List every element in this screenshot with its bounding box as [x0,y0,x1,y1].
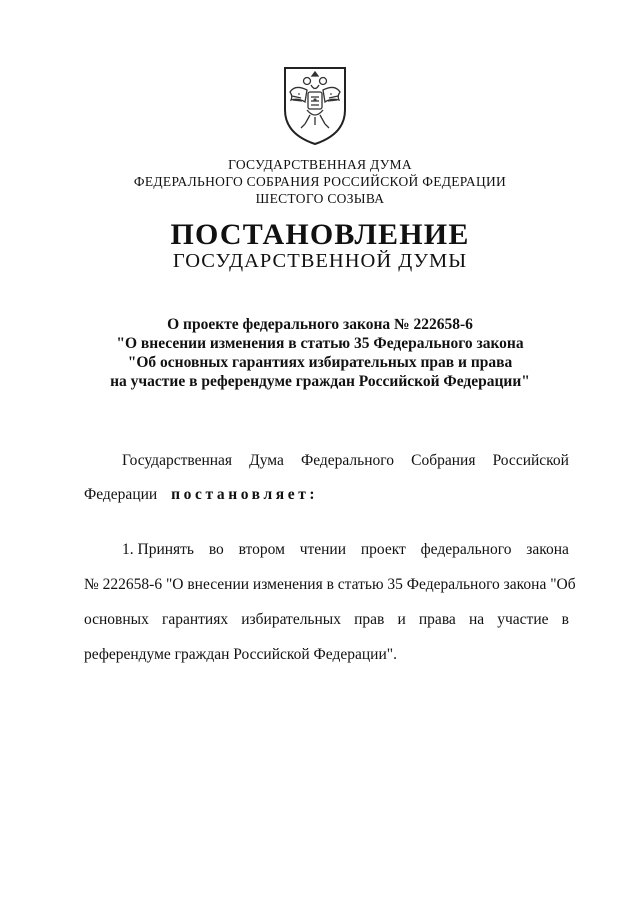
item1-line-4: референдуме граждан Российской Федерации". [84,646,397,663]
header-issuer-line-1: ГОСУДАРСТВЕННАЯ ДУМА [228,157,412,172]
subject-line-4: на участие в референдуме граждан Российской Федерации" [110,373,530,390]
subject-line-3: "Об основных гарантиях избирательных прав и права [127,354,513,371]
item1-word: и [397,611,406,628]
header-convocation: ШЕСТОГО СОЗЫВА [255,191,385,206]
item1-word: федерального [420,541,512,558]
item1-word: чтении [299,541,347,558]
preamble-word: Государственная [122,452,233,469]
item1-word: основных [84,611,149,628]
document-title: ПОСТАНОВЛЕНИЕ [170,218,470,251]
item1-line-3 [84,611,569,629]
coat-of-arms-emblem [277,62,353,148]
preamble-line-1 [122,452,569,470]
item1-word: проект [360,541,406,558]
item1-word: избирательных [241,611,341,628]
preamble-word: Федерального [300,452,395,469]
item1-word: на [468,611,485,628]
item1-word: во [208,541,224,558]
item1-word: прав [354,611,385,628]
resolves-verb: постановляет: [171,486,319,503]
preamble-word: Российской [492,452,569,469]
preamble-line-2 [84,486,318,504]
item1-word: закона [526,541,569,558]
item1-word: 1. Принять [122,541,195,558]
preamble-word: Дума [249,452,284,469]
document-subtitle: ГОСУДАРСТВЕННОЙ ДУМЫ [172,250,468,272]
subject-line-1: О проекте федерального закона № 222658-6 [167,316,473,333]
item1-word: в [561,611,569,628]
subject-line-2: "О внесении изменения в статью 35 Федерального закона [116,335,524,352]
item1-word: права [418,611,456,628]
item1-line-2: № 222658-6 "О внесении изменения в статью 35 Федерального закона "Об [84,576,576,593]
item1-word: втором [238,541,285,558]
header-issuer-line-2: ФЕДЕРАЛЬНОГО СОБРАНИЯ РОССИЙСКОЙ ФЕДЕРАЦИИ [133,174,507,189]
item1-word: гарантиях [161,611,229,628]
preamble-federation: Федерации [84,486,158,503]
item1-word: участие [497,611,549,628]
preamble-word: Собрания [411,452,476,469]
item1-line-1 [122,541,569,559]
